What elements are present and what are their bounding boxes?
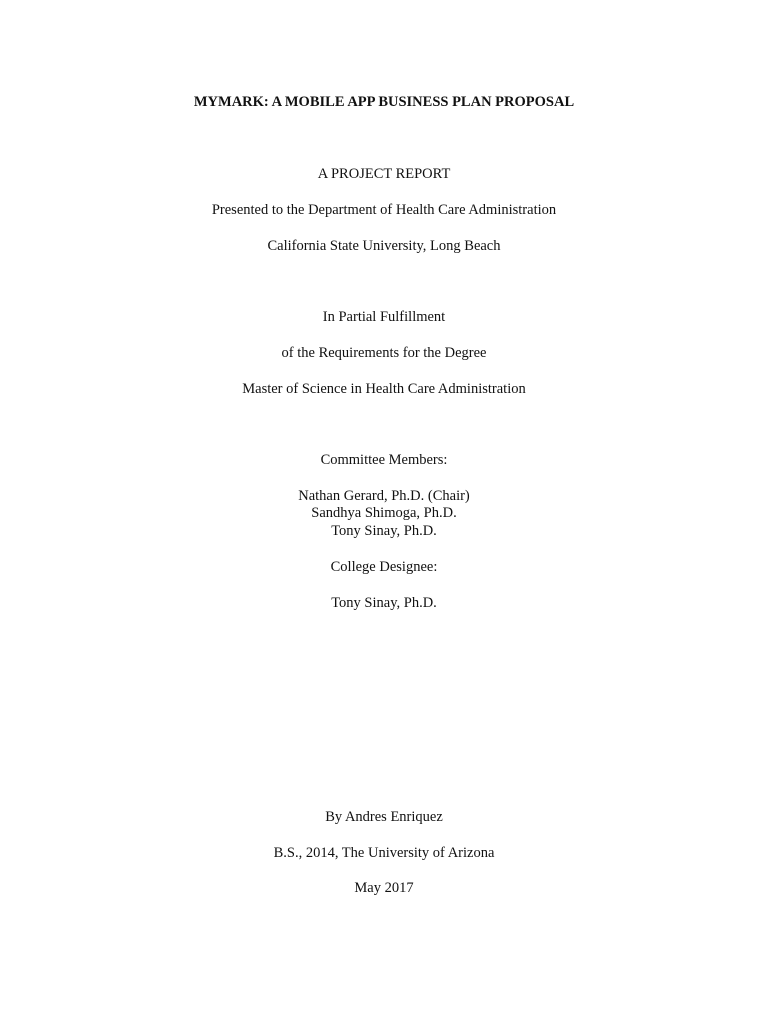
committee-member: Tony Sinay, Ph.D. — [331, 523, 437, 539]
designee-heading: College Designee: — [330, 559, 438, 575]
prior-degree: B.S., 2014, The University of Arizona — [273, 845, 495, 861]
committee-member: Nathan Gerard, Ph.D. (Chair) — [298, 488, 470, 504]
report-type: A PROJECT REPORT — [317, 166, 451, 182]
requirements: of the Requirements for the Degree — [281, 345, 487, 361]
designee: Tony Sinay, Ph.D. — [331, 595, 437, 611]
date: May 2017 — [354, 880, 414, 896]
university: California State University, Long Beach — [267, 238, 501, 254]
fulfillment: In Partial Fulfillment — [322, 309, 446, 325]
author: By Andres Enriquez — [325, 809, 443, 825]
presented-to: Presented to the Department of Health Care Administration — [211, 202, 557, 218]
committee-heading: Committee Members: — [320, 452, 448, 468]
degree: Master of Science in Health Care Administration — [242, 381, 526, 397]
committee-member: Sandhya Shimoga, Ph.D. — [311, 505, 457, 521]
document-title: MYMARK: A MOBILE APP BUSINESS PLAN PROPOSAL — [193, 94, 575, 110]
